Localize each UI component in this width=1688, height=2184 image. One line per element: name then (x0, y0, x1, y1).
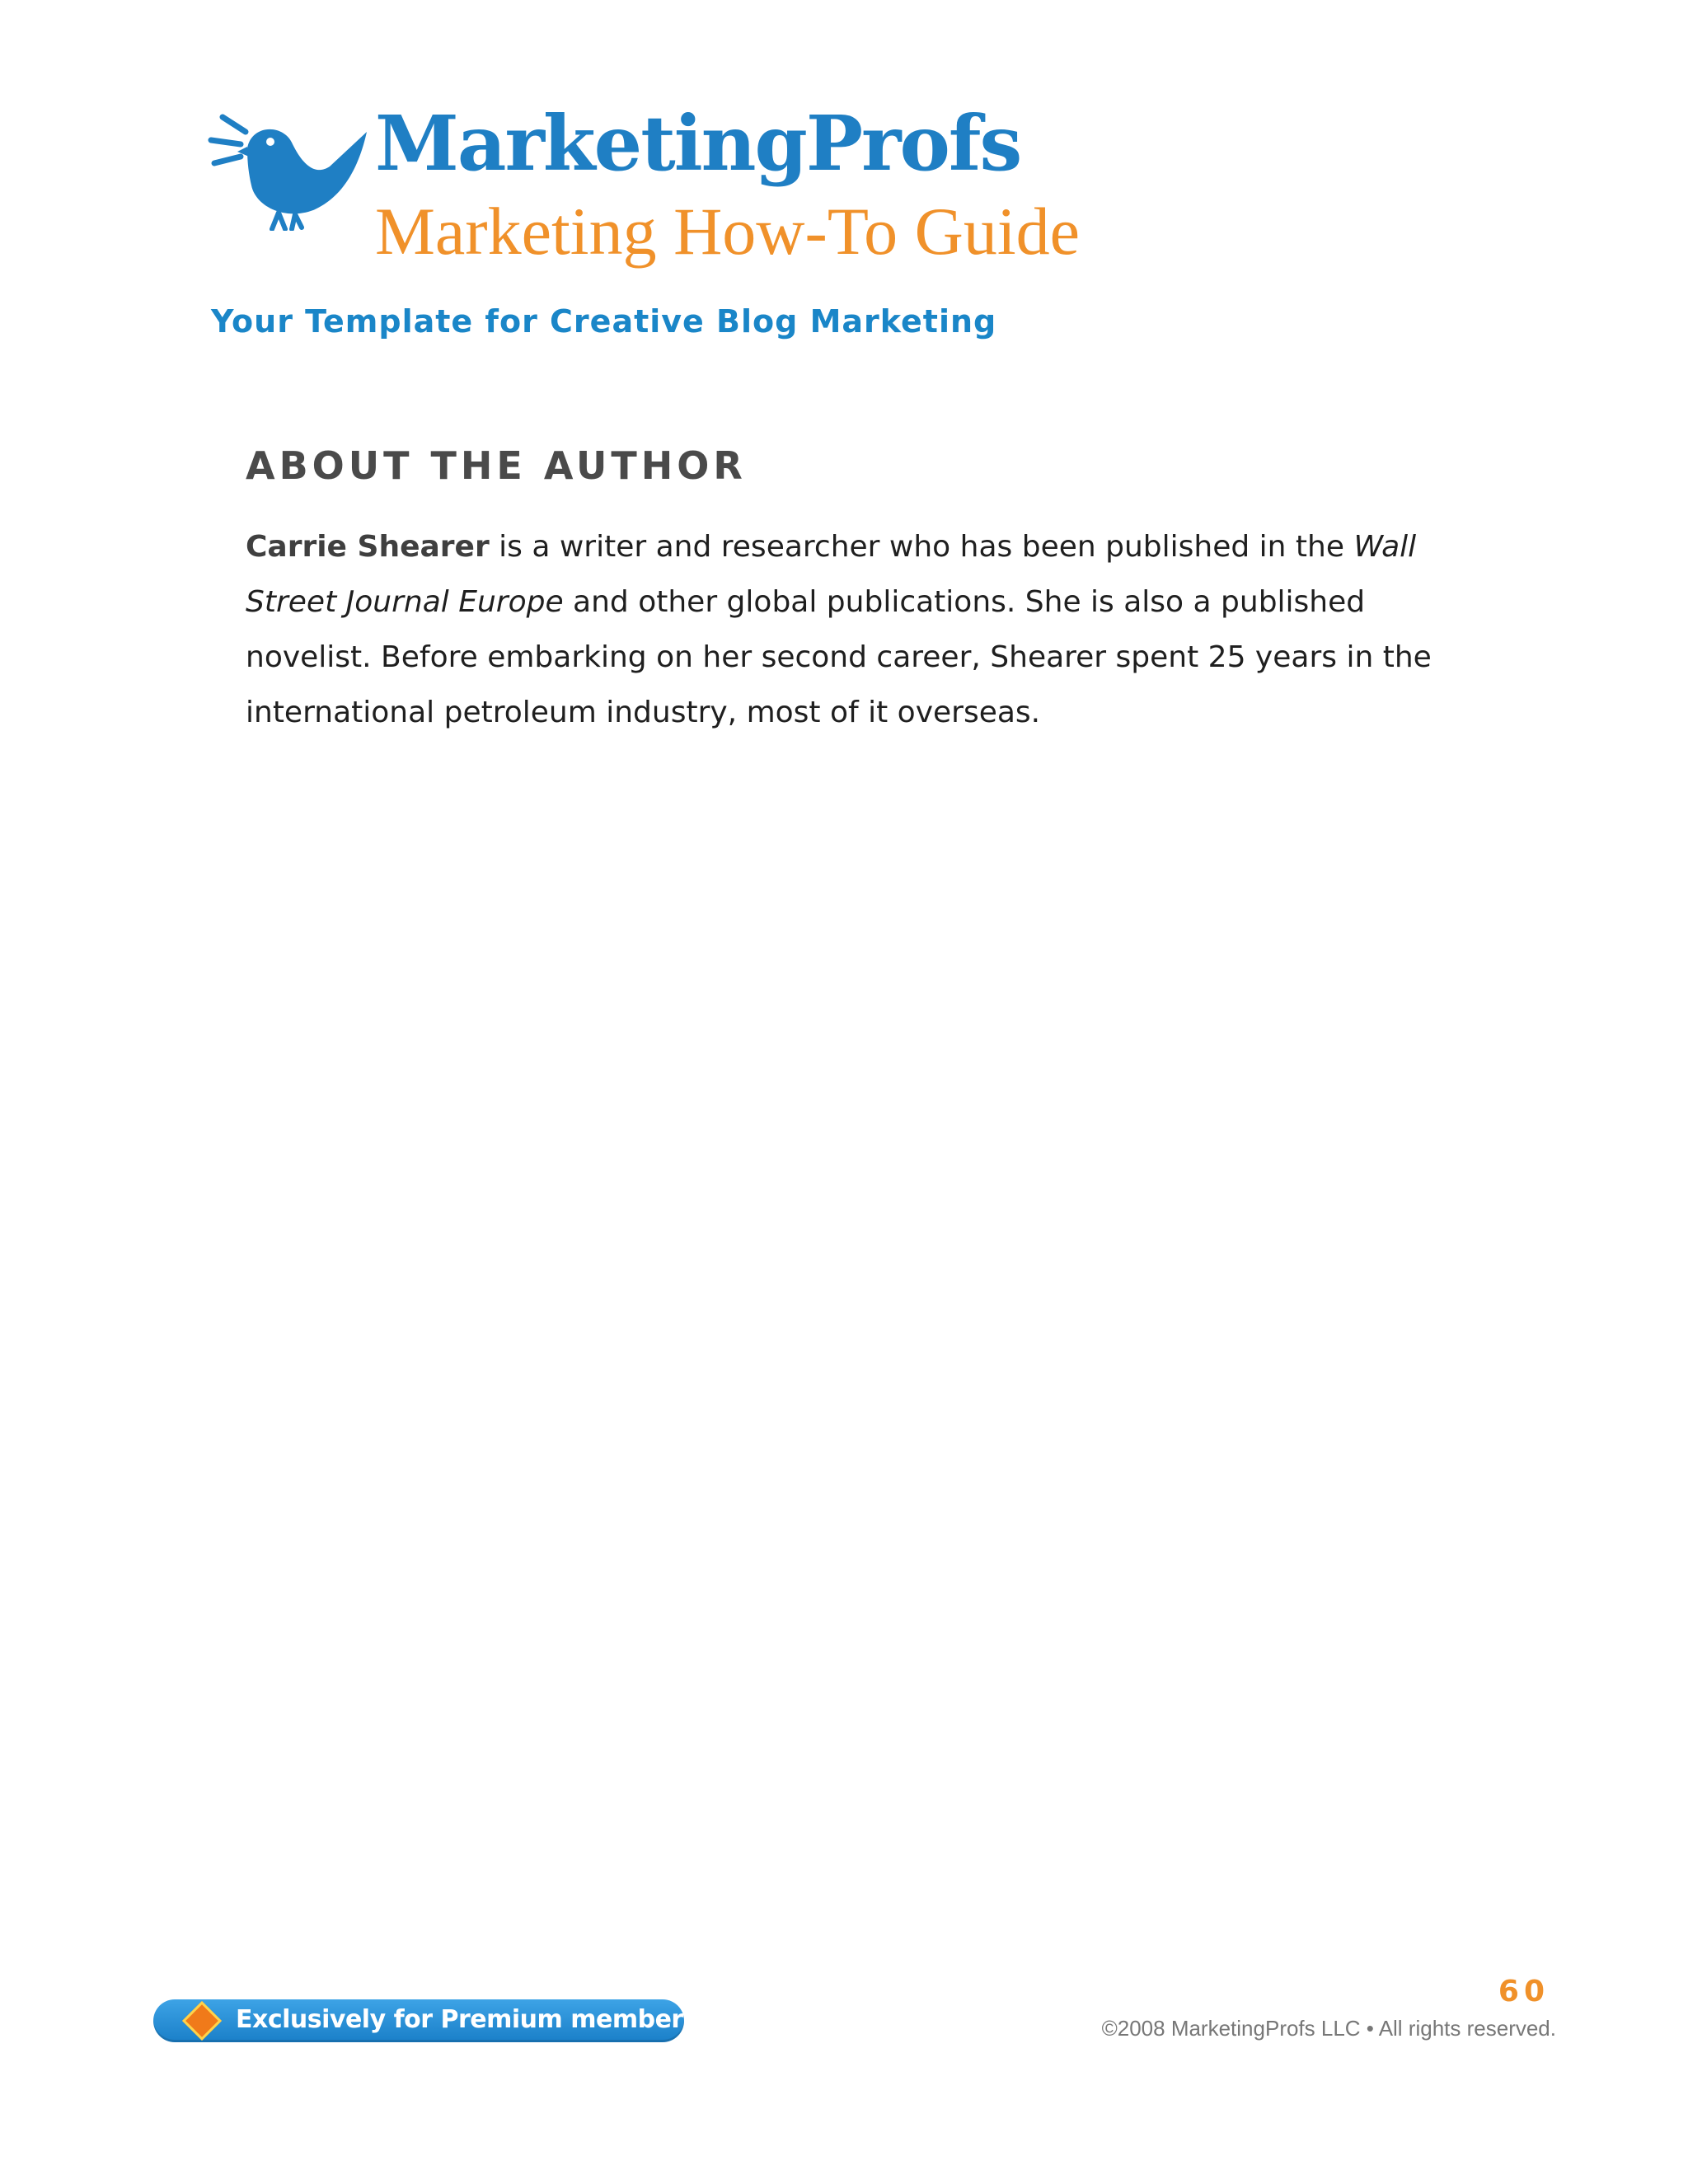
guide-tagline: Your Template for Creative Blog Marketing (211, 303, 997, 340)
page-number: 60 (1498, 1975, 1550, 2008)
diamond-icon (182, 2001, 222, 2041)
premium-badge (153, 1999, 698, 2042)
premium-label: Exclusively for Premium members (236, 2005, 698, 2034)
guide-title: Marketing How-To Guide (375, 194, 1081, 269)
bio-text-1: is a writer and researcher who has been published in the (489, 530, 1354, 564)
author-bio (246, 519, 1432, 740)
bio-text-2: and other global publications. She is also a published novelist. Before embarking on her second career, Shearer spent 25 years in the international petroleum industry, most of it overseas. (246, 585, 1432, 729)
author-name: Carrie Shearer (246, 530, 490, 564)
bird-logo-icon (206, 99, 371, 231)
brand-name: MarketingProfs (375, 99, 1021, 188)
section-heading: ABOUT THE AUTHOR (246, 443, 747, 488)
copyright-notice: ©2008 MarketingProfs LLC • All rights reserved. (1101, 2016, 1556, 2041)
publication-name: Wall Street Journal Europe (246, 530, 1417, 619)
